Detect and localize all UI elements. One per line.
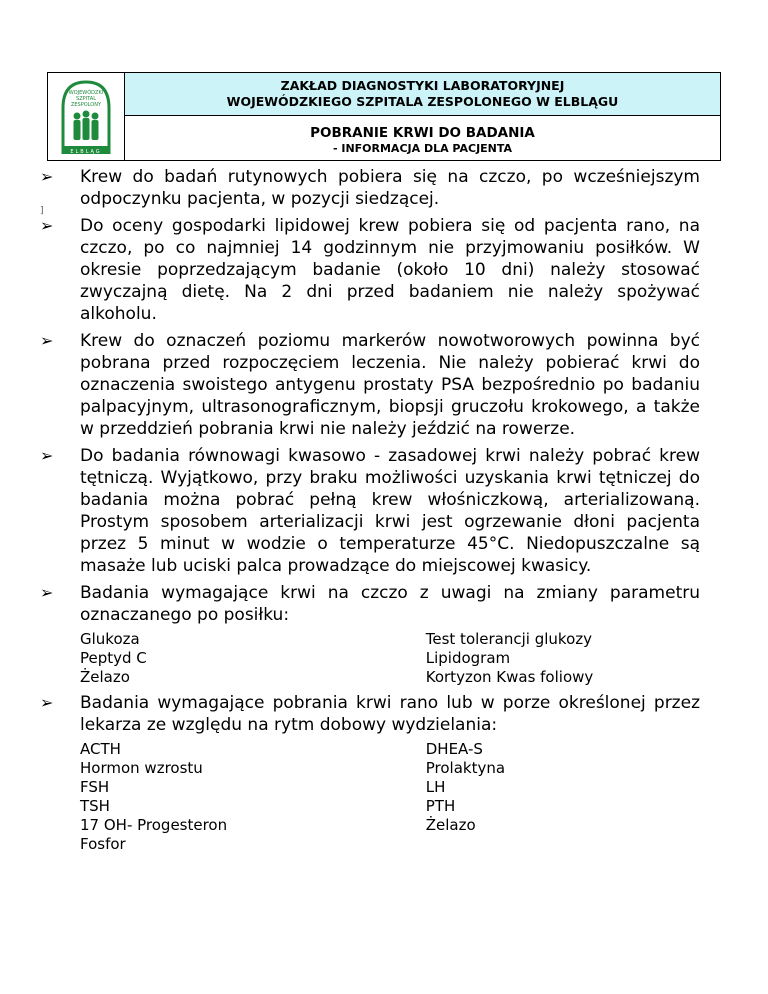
arrow-bullet-icon: ➢ (40, 583, 54, 602)
item-text: Do badania równowagi kwasowo - zasadowej krwi należy pobrać krew tętniczą. Wyjątkowo, przy braku możliwości uzyskania krwi tętniczej do badania można pobrać pełną krew włośniczkową, arterializowaną. Prostym sposobem arterializacji krwi jest ogrzewanie dłoni pacjenta przez 5 minut w wodzie o temperaturze 45°C. Niedopuszczalne są masaże lub uciski palca prowadzące do miejscowej kwasicy. (80, 446, 700, 576)
arrow-bullet-icon: ➢ (40, 693, 54, 712)
test-column-right (426, 740, 700, 854)
list-item (40, 330, 700, 440)
test-name: Glukoza (80, 630, 140, 648)
institution-line-1: ZAKŁAD DIAGNOSTYKI LABORATORYJNEJ (280, 78, 565, 93)
test-name: LH (425, 778, 446, 796)
title-cell (125, 116, 721, 161)
test-columns (80, 740, 700, 854)
test-name: DHEA-S (425, 740, 483, 758)
logo-line-3: ZESPOLONY (70, 101, 102, 108)
stray-mark: ] (40, 206, 44, 216)
item-text: Do oceny gospodarki lipidowej krew pobiera się od pacjenta rano, na czczo, po co najmniej 14 godzinnym nie przyjmowaniu posiłków. W okresie poprzedzającym badanie (około 10 dni) należy stosować zwyczajną dietę. Na 2 dni przed badaniem nie należy spożywać alkoholu. (80, 216, 700, 324)
header-table (47, 72, 721, 161)
test-column-left (80, 740, 426, 854)
arrow-bullet-icon: ➢ (40, 446, 54, 465)
document-title: POBRANIE KRWI DO BADANIA (310, 124, 535, 141)
logo-line-2: SZPITAL (76, 95, 96, 102)
logo-line-4: ELBLĄG (70, 148, 102, 155)
test-name: FSH (80, 778, 110, 796)
document-subtitle: - INFORMACJA DLA PACJENTA (332, 141, 513, 155)
arrow-bullet-icon: ➢ (40, 167, 54, 186)
arrow-bullet-icon: ➢ (40, 216, 54, 235)
test-name: TSH (80, 797, 110, 815)
test-column-left (80, 630, 426, 687)
test-name: ACTH (80, 740, 121, 758)
test-name: Kortyzon Kwas foliowy (425, 668, 594, 686)
list-item (40, 445, 700, 577)
test-name: PTH (425, 797, 456, 815)
test-name: 17 OH- Progesteron (80, 816, 228, 834)
institution-cell (125, 73, 721, 116)
test-name: Lipidogram (425, 649, 511, 667)
hospital-logo (57, 78, 115, 156)
list-item (40, 582, 700, 687)
list-item (40, 215, 700, 325)
item-text: Krew do oznaczeń poziomu markerów nowotworowych powinna być pobrana przed rozpoczęciem leczenia. Nie należy pobierać krwi do oznaczenia swoistego antygenu prostaty PSA bezpośrednio po badaniu palpacyjnym, ultrasonograficznym, biopsji gruczołu krokowego, a także w przeddzień pobrania krwi nie należy jeździć na rowerze. (80, 331, 700, 439)
list-item (40, 166, 700, 210)
arrow-bullet-icon: ➢ (40, 331, 54, 350)
test-columns (80, 630, 700, 687)
test-name: Test tolerancji glukozy (425, 630, 593, 648)
list-item (40, 692, 700, 854)
item-text: Badania wymagające krwi na czczo z uwagi na zmiany parametru oznaczanego po posiłku: (80, 583, 700, 625)
test-column-right (426, 630, 700, 687)
logo-cell (48, 73, 125, 161)
test-name: Fosfor (80, 835, 126, 853)
item-text: Krew do badań rutynowych pobiera się na czczo, po wcześniejszym odpoczynku pacjenta, w pozycji siedzącej. (80, 167, 700, 209)
instructions-list (40, 166, 700, 859)
test-name: Żelazo (425, 816, 476, 834)
institution-line-2: WOJEWÓDZKIEGO SZPITALA ZESPOLONEGO W ELBLĄGU (226, 94, 619, 109)
test-name: Hormon wzrostu (80, 759, 203, 777)
test-name: Żelazo (80, 668, 130, 686)
item-text: Badania wymagające pobrania krwi rano lub w porze określonej przez lekarza ze względu na rytm dobowy wydzielania: (80, 693, 700, 735)
logo-line-1: WOJEWÓDZKI (68, 89, 104, 96)
test-name: Prolaktyna (425, 759, 506, 777)
test-name: Peptyd C (80, 649, 147, 667)
